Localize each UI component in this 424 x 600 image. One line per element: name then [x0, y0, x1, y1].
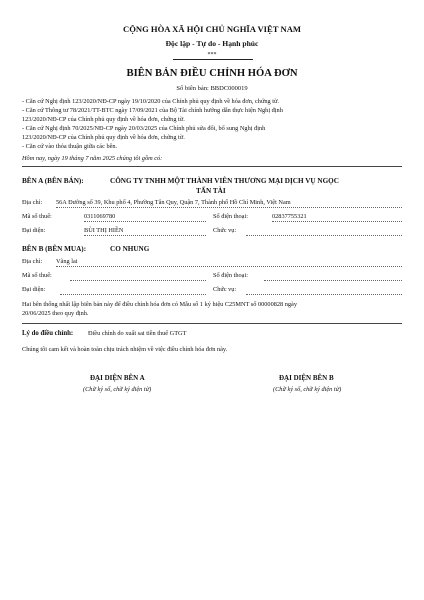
- agreement-line-1: Hai bên thống nhất lập biên bản này để điều chỉnh hóa đơn có Mẫu số 1 ký hiệu C25MNT số 00000828 ngày: [22, 301, 297, 308]
- party-b-position-line: [246, 294, 402, 295]
- party-a-phone-line: [272, 221, 402, 222]
- party-a-tax-line: [84, 221, 206, 222]
- party-a-phone: 02837755321: [272, 213, 307, 220]
- party-a-position-line: [246, 235, 402, 236]
- party-a-address: 56A Đường số 39, Khu phố 4, Phường Tân Quy, Quận 7, Thành phố Hồ Chí Minh, Việt Nam: [56, 199, 291, 206]
- signature-a-note: (Chữ ký số, chữ ký điện tử): [83, 386, 152, 393]
- agreement-line-2: 20/06/2025 theo quy định.: [22, 310, 89, 317]
- signature-b-note: (Chữ ký số, chữ ký điện tử): [273, 386, 342, 393]
- reason-divider: [22, 323, 402, 324]
- party-a-address-line: [56, 207, 402, 208]
- party-b-label: BÊN B (BÊN MUA):: [22, 245, 87, 253]
- party-b-address-label: Địa chỉ:: [22, 258, 43, 265]
- motto: Độc lập - Tự do - Hạnh phúc: [165, 39, 259, 48]
- party-a-tax-label: Mã số thuế:: [22, 213, 52, 220]
- party-b-phone-label: Số điện thoại:: [213, 272, 248, 279]
- party-b-address-line: [56, 266, 402, 267]
- party-b-name: CO NHUNG: [110, 245, 150, 253]
- reason-text: Điều chỉnh do xuất sai tiền thuế GTGT: [88, 330, 187, 337]
- stars-separator: ***: [207, 52, 217, 58]
- party-a-rep-label: Đại diện:: [22, 227, 46, 234]
- party-a-address-label: Địa chỉ:: [22, 199, 43, 206]
- document-number: Số biên bản: BBDC000019: [176, 85, 248, 92]
- legal-basis-4: - Căn cứ vào thỏa thuận giữa các bên.: [22, 143, 118, 150]
- party-a-position-label: Chức vụ:: [213, 227, 237, 234]
- commitment-text: Chúng tôi cam kết và hoàn toàn chịu trách nhiệm về việc điều chỉnh hóa đơn này.: [22, 346, 228, 353]
- party-a-label: BÊN A (BÊN BÁN):: [22, 177, 84, 185]
- signature-b-title: ĐẠI DIỆN BÊN B: [279, 374, 334, 382]
- header-underline: [173, 59, 253, 60]
- party-a-rep: BÙI THỊ HIỀN: [84, 227, 124, 234]
- signature-a-title: ĐẠI DIỆN BÊN A: [90, 374, 145, 382]
- party-b-phone-line: [264, 280, 402, 281]
- date-line: Hôm nay, ngày 19 tháng 7 năm 2025 chúng tôi gồm có:: [22, 155, 163, 162]
- legal-basis-2: - Căn cứ Thông tư 78/2021/TT-BTC ngày 17/09/2021 của Bộ Tài chính hướng dẫn thực hiện Nghị định: [22, 107, 283, 114]
- section-divider: [22, 166, 402, 167]
- document-title: BIÊN BẢN ĐIỀU CHỈNH HÓA ĐƠN: [126, 68, 298, 79]
- party-b-rep-line: [60, 294, 206, 295]
- legal-basis-1: - Căn cứ Nghị định 123/2020/NĐ-CP ngày 19/10/2020 của Chính phủ quy định về hóa đơn, chứng từ.: [22, 98, 279, 105]
- national-title: CỘNG HÒA XÃ HỘI CHỦ NGHĨA VIỆT NAM: [122, 24, 302, 34]
- party-b-rep-label: Đại diện:: [22, 286, 46, 293]
- party-a-tax-code: 0311069780: [84, 213, 116, 220]
- legal-basis-3-cont: 123/2020/NĐ-CP của Chính phủ quy định về hóa đơn, chứng từ.: [22, 134, 185, 141]
- party-b-address: Vãng lai: [56, 258, 78, 265]
- party-b-tax-line: [70, 280, 206, 281]
- party-b-tax-label: Mã số thuế:: [22, 272, 52, 279]
- party-b-position-label: Chức vụ:: [213, 286, 237, 293]
- party-a-name-cont: TẤN TÀI: [196, 187, 226, 195]
- party-a-phone-label: Số điện thoại:: [213, 213, 248, 220]
- legal-basis-2-cont: 123/2020/NĐ-CP của Chính phủ quy định về hóa đơn, chứng từ.: [22, 116, 185, 123]
- party-a-name: CÔNG TY TNHH MỘT THÀNH VIÊN THƯƠNG MẠI DỊCH VỤ NGỌC: [110, 177, 339, 185]
- legal-basis-3: - Căn cứ Nghị định 70/2025/NĐ-CP ngày 20/03/2025 của Chính phủ sửa đổi, bổ sung Nghị định: [22, 125, 266, 132]
- party-a-rep-line: [84, 235, 206, 236]
- reason-label: Lý do điều chỉnh:: [22, 330, 74, 337]
